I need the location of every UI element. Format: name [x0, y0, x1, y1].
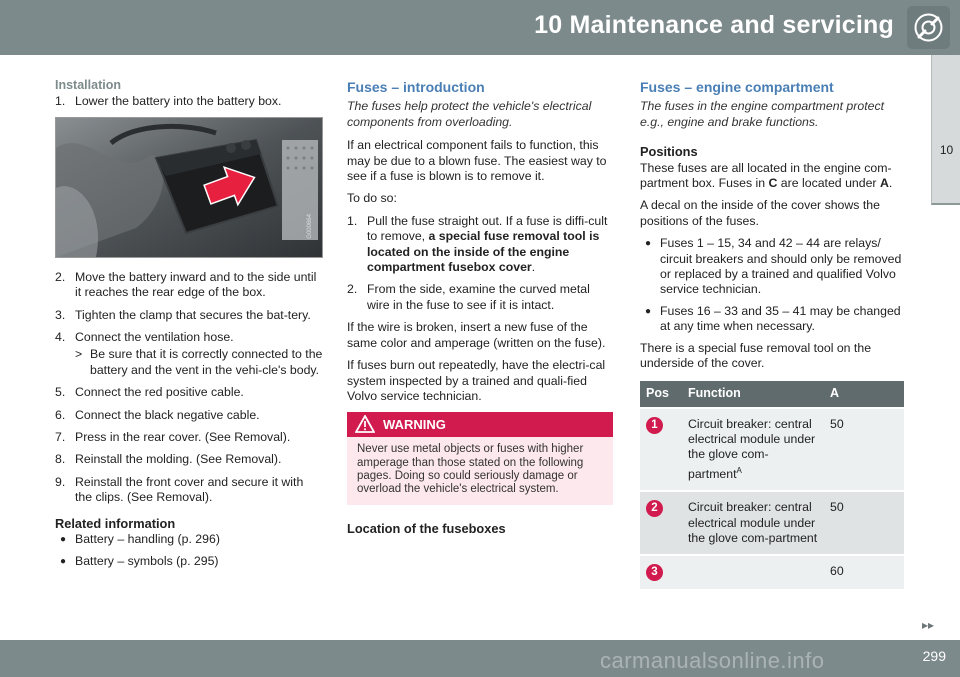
result-text: Be sure that it is correctly connected to the battery and the vent in the vehi-cle's body.: [90, 347, 323, 377]
position-marker: 3: [646, 564, 663, 581]
step-text-end: .: [531, 260, 536, 275]
step-text: Pull the fuse straight out. If a fuse is diffi-cult to remove,: [367, 213, 608, 244]
function-cell: [682, 492, 824, 554]
fuses-engine-lead: The fuses in the engine compartment protect e.g., engine and brake functions.: [640, 99, 885, 129]
paragraph: If the wire is broken, insert a new fuse of the same color and amperage (written on the fuse).: [347, 320, 606, 350]
step-number: 7.: [55, 430, 66, 445]
column-fuses-introduction: [347, 78, 613, 538]
install-step-8: [55, 452, 323, 467]
paragraph: If an electrical component fails to function, this may be due to a blown fuse. The easiest way to see if a fuse is blown is to remove it.: [347, 138, 607, 184]
warning-text: Never use metal objects or fuses with higher amperage than those stated on the following pages. Doing so could seriously damage or overload the vehicle's electrical system.: [357, 443, 584, 495]
function-cell: [682, 556, 824, 589]
column-header-a: A: [824, 381, 904, 407]
install-step-6: [55, 408, 323, 423]
pos-cell: [640, 492, 682, 554]
bullet-icon: ●: [645, 238, 652, 250]
table-row: [640, 492, 904, 554]
fusebox-label-a: A: [879, 176, 889, 191]
chapter-tab[interactable]: [931, 55, 960, 205]
related-link[interactable]: [55, 532, 323, 547]
text: .: [888, 176, 893, 191]
bullet-text: Fuses 16 – 33 and 35 – 41 may be changed at any time when necessary.: [660, 303, 901, 334]
install-step-9: [55, 475, 323, 506]
fusebox-location-heading: Location of the fuseboxes: [347, 521, 506, 537]
step-text: Reinstall the molding. (See Removal).: [75, 452, 282, 467]
install-step-2: [55, 270, 323, 301]
column-installation: [55, 78, 323, 575]
paragraph: There is a special fuse removal tool on the underside of the cover.: [640, 340, 872, 371]
step-number: 2.: [347, 282, 358, 297]
related-link[interactable]: [55, 554, 323, 569]
paragraph: [640, 161, 908, 192]
page-header: [0, 0, 960, 55]
install-step-5: [55, 385, 323, 400]
result-marker: >: [75, 347, 83, 362]
watermark: carmanualsonline.info: [600, 648, 825, 673]
column-header-pos: Pos: [640, 381, 682, 407]
warning-header: [347, 412, 613, 437]
bullet-text: Fuses 1 – 15, 34 and 42 – 44 are relays/ circuit breakers and should only be removed or replaced by a trained and qualified Volvo service technician.: [660, 236, 902, 297]
install-step-3: [55, 308, 323, 323]
fuses-introduction-lead: The fuses help protect the vehicle's electrical components from overloading.: [347, 99, 592, 129]
step-number: 9.: [55, 474, 66, 489]
pos-cell: [640, 556, 682, 589]
bullet-icon: ●: [60, 555, 67, 567]
step-text: Tighten the clamp that secures the bat-tery.: [75, 307, 311, 322]
fuses-introduction-title: Fuses – introduction: [347, 79, 485, 95]
function-text: Circuit breaker: central electrical module under the glove com-partment: [688, 500, 818, 546]
install-step-1: [55, 94, 323, 109]
text: These fuses are all located in the engine com-partment box. Fuses in: [640, 160, 892, 191]
paragraph: A decal on the inside of the cover shows the positions of the fuses.: [640, 198, 880, 228]
step-text: Reinstall the front cover and secure it with the clips. (See Removal).: [75, 474, 304, 505]
related-link-text: Battery – handling (p. 296): [75, 532, 220, 547]
fuse-step-2: [347, 282, 613, 313]
chapter-title: 10 Maintenance and servicing: [534, 11, 894, 39]
fuses-engine-title: Fuses – engine compartment: [640, 79, 834, 95]
function-cell: [682, 409, 824, 491]
position-marker: 2: [646, 500, 663, 517]
step-number: 1.: [347, 213, 358, 228]
next-page-arrows-icon[interactable]: ▸▸: [922, 618, 935, 632]
bullet-item: [640, 304, 908, 335]
pos-cell: [640, 409, 682, 491]
column-header-function: Function: [682, 381, 824, 407]
fuse-step-1: [347, 214, 613, 276]
paragraph: If fuses burn out repeatedly, have the electri-cal system inspected by a trained and quali-fied Volvo service technician.: [347, 358, 606, 403]
warning-triangle-icon: [355, 415, 375, 433]
step-number: 8.: [55, 452, 66, 467]
fuse-table: [640, 379, 904, 592]
step-number: 3.: [55, 307, 66, 322]
step-number: 4.: [55, 330, 66, 345]
amperage-cell: 50: [824, 409, 904, 491]
text: are located under: [777, 176, 880, 191]
step-number: 6.: [55, 407, 66, 422]
bullet-icon: ●: [645, 305, 652, 317]
warning-title: WARNING: [383, 417, 446, 433]
wrench-gear-icon: [907, 6, 950, 49]
step-number: 5.: [55, 385, 66, 400]
step-number: 2.: [55, 269, 66, 284]
position-marker: 1: [646, 417, 663, 434]
bullet-icon: ●: [60, 534, 67, 546]
bullet-item: [640, 236, 908, 298]
amperage-cell: 60: [824, 556, 904, 589]
step-text: Connect the ventilation hose.: [75, 330, 234, 345]
function-text: Circuit breaker: central electrical module under the glove com-partment: [688, 416, 816, 481]
step-number: 1.: [55, 94, 66, 109]
step-text: Lower the battery into the battery box.: [75, 94, 282, 109]
photo-code: G000664: [306, 214, 313, 239]
installation-heading: Installation: [55, 78, 121, 92]
table-row: [640, 409, 904, 491]
column-fuses-engine: [640, 78, 908, 591]
table-header-row: [640, 381, 904, 407]
install-step-4-result: [75, 347, 323, 378]
step-text: From the side, examine the curved metal wire in the fuse to see if it is intact.: [367, 282, 590, 312]
fusebox-label-c: C: [768, 176, 778, 191]
page-number: 299: [922, 648, 946, 664]
install-step-7: [55, 430, 323, 445]
table-row: [640, 556, 904, 589]
step-text: Connect the red positive cable.: [75, 385, 244, 400]
chapter-tab-number: 10: [939, 143, 954, 157]
paragraph: To do so:: [347, 191, 397, 206]
related-link-text: Battery – symbols (p. 295): [75, 553, 219, 568]
install-step-4: [55, 330, 323, 378]
step-text: Press in the rear cover. (See Removal).: [75, 430, 291, 445]
step-text: Connect the black negative cable.: [75, 407, 260, 422]
positions-heading: Positions: [640, 144, 698, 160]
amperage-cell: 50: [824, 492, 904, 554]
step-text-bold: a special fuse removal tool is located on the inside of the engine compartment fusebox cover: [367, 229, 600, 275]
step-text: Move the battery inward and to the side until it reaches the rear edge of the box.: [75, 269, 317, 300]
footnote-marker: A: [736, 465, 742, 475]
warning-box: [347, 412, 613, 505]
battery-photo: [55, 117, 323, 258]
related-information-heading: Related information: [55, 515, 176, 531]
